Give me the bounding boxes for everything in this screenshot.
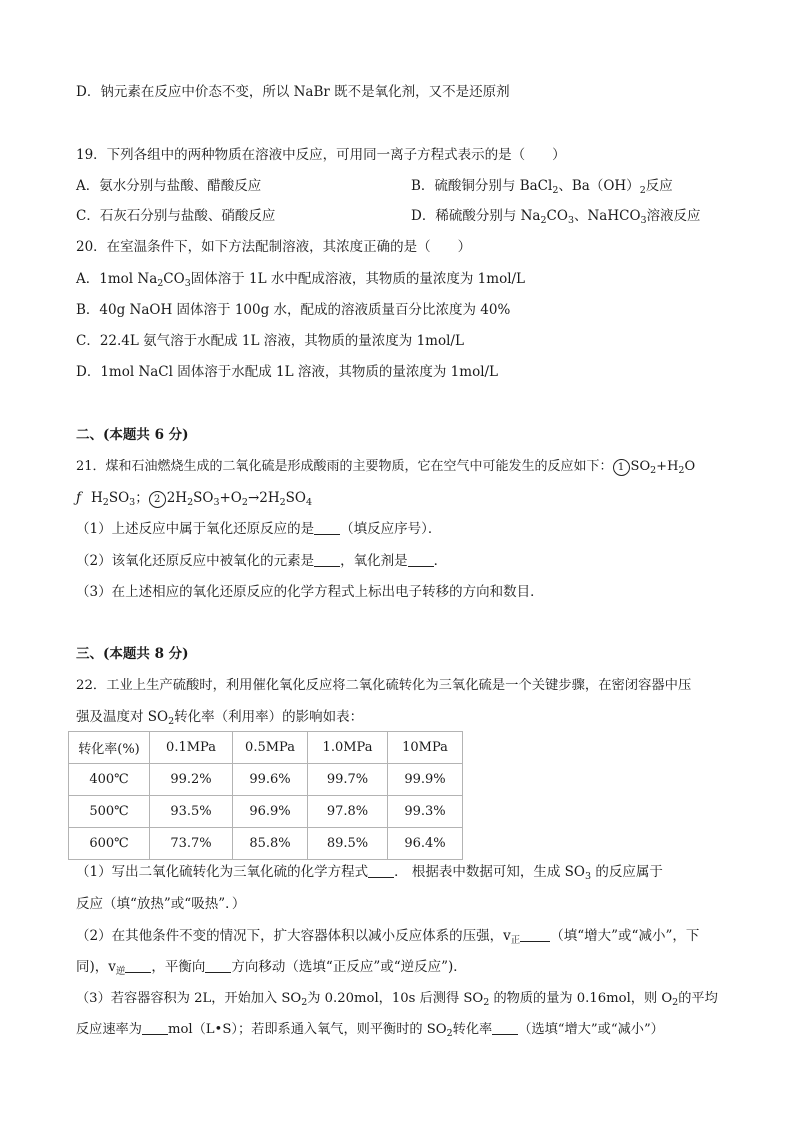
answer-blank[interactable] bbox=[205, 959, 231, 973]
q22-part-2-line1: （2）在其他条件不变的情况下，扩大容器体积以减小反应体系的压强，$v_正$ （填“增大”或“减小”，下 bbox=[76, 928, 700, 946]
table-cell: 99.7% bbox=[308, 764, 388, 796]
table-header-cell: 1.0MPa bbox=[308, 732, 388, 764]
q22-part-3-line1: （3）若容器容积为 2L，开始加入 $SO_2$为 0.20mol，10s 后测得 $SO_2$ 的物质的量为 0.16mol，则 $O_2$的平均 bbox=[76, 991, 718, 1008]
answer-blank[interactable] bbox=[314, 553, 340, 567]
q19-stem: 19．下列各组中的两种物质在溶液中反应，可用同一离子方程式表示的是（ ） bbox=[76, 147, 566, 163]
table-header-cell: 0.5MPa bbox=[233, 732, 308, 764]
section-3-heading: 三、(本题共 8 分) bbox=[76, 646, 189, 662]
table-cell: 85.8% bbox=[233, 828, 308, 860]
table-row bbox=[69, 764, 463, 796]
q22-part-1-line1: （1）写出二氧化硫转化为三氧化硫的化学方程式 ． 根据表中数据可知，生成 $SO_3$ 的反应属于 bbox=[76, 864, 663, 882]
q19-option-d: D．稀硫酸分别与 $Na_2CO_3$、NaHCO$_3$溶液反应 bbox=[411, 208, 701, 226]
table-cell: 99.6% bbox=[233, 764, 308, 796]
answer-blank[interactable] bbox=[520, 928, 550, 942]
q19-option-a: A．氨水分别与盐酸、醋酸反应 bbox=[76, 178, 262, 194]
q20-option-b: B．40g NaOH 固体溶于 100g 水，配成的溶液质量百分比浓度为 40% bbox=[76, 302, 511, 318]
answer-blank[interactable] bbox=[142, 1021, 168, 1035]
answer-blank[interactable] bbox=[408, 553, 434, 567]
table-cell: 73.7% bbox=[150, 828, 233, 860]
q21-part-2: （2）该氧化还原反应中被氧化的元素是 ，氧化剂是 ． bbox=[76, 553, 448, 569]
q21-part-3: （3）在上述相应的氧化还原反应的化学方程式上标出电子转移的方向和数目． bbox=[76, 584, 544, 600]
q18-option-d: D．钠元素在反应中价态不变，所以 NaBr 既不是氧化剂，又不是还原剂 bbox=[76, 84, 510, 100]
table-row bbox=[69, 796, 463, 828]
q22-part-2-line2: 同)，$v_逆$ ，平衡向 方向移动（选填“正反应”或“逆反应”)． bbox=[76, 959, 467, 977]
q20-option-a: A．1mol $Na_2CO_3$固体溶于 1L 水中配成溶液，其物质的量浓度为 1mol/L bbox=[76, 271, 526, 289]
table-cell: 500℃ bbox=[69, 796, 150, 828]
table-cell: 400℃ bbox=[69, 764, 150, 796]
q19-option-c: C．石灰石分别与盐酸、硝酸反应 bbox=[76, 208, 276, 224]
q22-part-1-line2: 反应（填“放热”或“吸热”．） bbox=[76, 896, 246, 912]
q20-option-d: D．1mol NaCl 固体溶于水配成 1L 溶液，其物质的量浓度为 1mol/L bbox=[76, 364, 499, 380]
conversion-rate-table bbox=[68, 731, 463, 860]
q21-part-1: （1）上述反应中属于氧化还原反应的是 （填反应序号）． bbox=[76, 521, 442, 537]
table-header-cell: 10MPa bbox=[388, 732, 463, 764]
equilibrium-symbol: ƒ bbox=[76, 490, 81, 506]
answer-blank[interactable] bbox=[125, 959, 151, 973]
table-row bbox=[69, 828, 463, 860]
answer-blank[interactable] bbox=[492, 1021, 518, 1035]
table-cell: 96.4% bbox=[388, 828, 463, 860]
q22-stem-line1: 22．工业上生产硫酸时，利用催化氧化反应将二氧化硫转化为三氧化硫是一个关键步骤，在密闭容器中压 bbox=[76, 678, 692, 693]
q21-stem: 21．煤和石油燃烧生成的二氧化硫是形成酸雨的主要物质，它在空气中可能发生的反应如下： 1 $SO_2+H_2O$ bbox=[76, 459, 696, 476]
table-header-cell: 转化率(%) bbox=[69, 732, 150, 764]
table-header-row bbox=[69, 732, 463, 764]
q20-stem: 20．在室温条件下，如下方法配制溶液，其浓度正确的是（ ） bbox=[76, 239, 472, 255]
circled-number-2: 2 bbox=[149, 491, 166, 508]
table-cell: 600℃ bbox=[69, 828, 150, 860]
table-cell: 93.5% bbox=[150, 796, 233, 828]
table-cell: 96.9% bbox=[233, 796, 308, 828]
q20-option-c: C．22.4L 氨气溶于水配成 1L 溶液，其物质的量浓度为 1mol/L bbox=[76, 333, 464, 349]
table-cell: 97.8% bbox=[308, 796, 388, 828]
q22-part-3-line2: 反应速率为 mol（L•S）；若即系通入氧气，则平衡时的 $SO_2$转化率 （选填“增大”或“减小”） bbox=[76, 1022, 664, 1039]
table-header-cell: 0.1MPa bbox=[150, 732, 233, 764]
circled-number-1: 1 bbox=[613, 459, 630, 476]
table-cell: 89.5% bbox=[308, 828, 388, 860]
answer-blank[interactable] bbox=[368, 864, 394, 878]
q21-equations: ƒ $H_2SO_3$； 2 $2H_2SO_3+O_2\to 2H_2SO_4$ bbox=[76, 490, 313, 508]
q22-stem-line2: 强及温度对 $SO_2$转化率（利用率）的影响如表： bbox=[76, 709, 364, 727]
q19-option-b: B．硫酸铜分别与 BaCl$_2$、$Ba(OH)_2$反应 bbox=[411, 178, 673, 196]
answer-blank[interactable] bbox=[314, 521, 340, 535]
table-cell: 99.3% bbox=[388, 796, 463, 828]
section-2-heading: 二、(本题共 6 分) bbox=[76, 427, 189, 443]
table-cell: 99.9% bbox=[388, 764, 463, 796]
table-cell: 99.2% bbox=[150, 764, 233, 796]
